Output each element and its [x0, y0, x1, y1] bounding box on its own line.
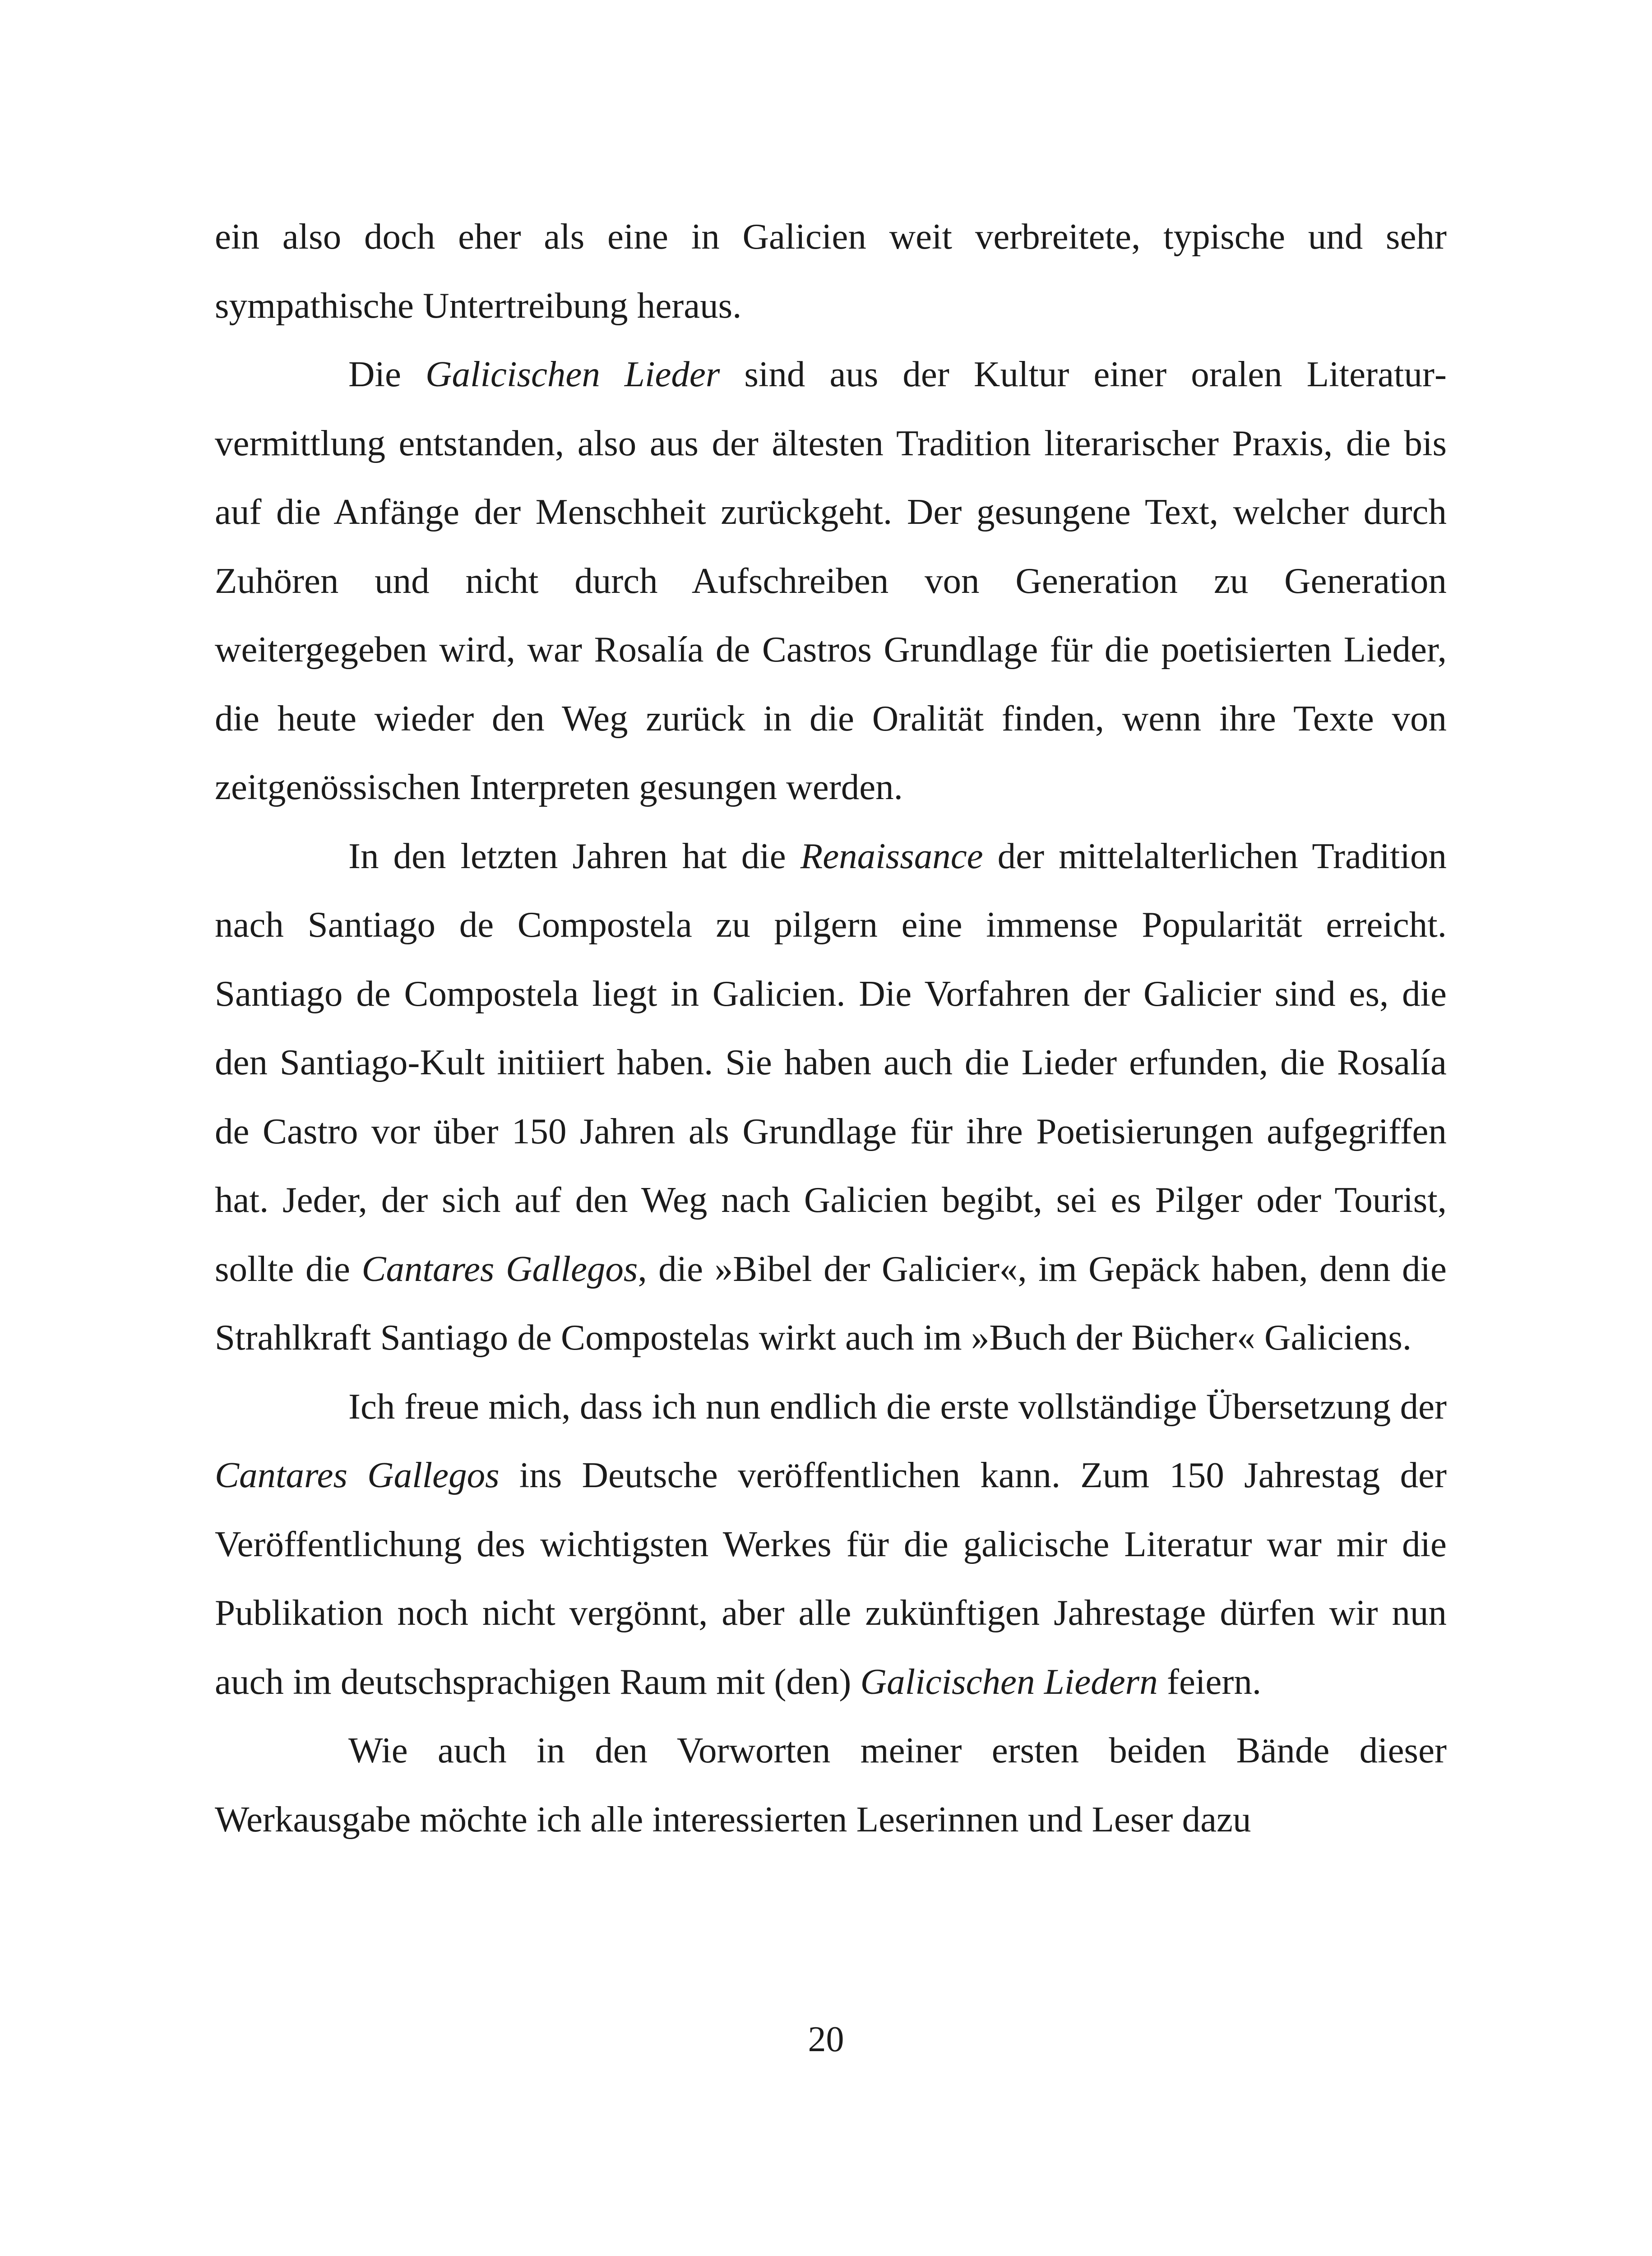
term-renaissance: Renaissance [800, 835, 983, 876]
paragraph-4-text-c: feiern. [1157, 1661, 1262, 1702]
paragraph-1 [215, 202, 1447, 340]
paragraph-1-text: ein also doch eher als eine in Galicien weit verbreitete, typische und sehr sympathische Untertreibung heraus. [215, 216, 1447, 326]
paragraph-2-text-a: Die [348, 354, 426, 394]
paragraph-3-text-b: der mittelalterlichen Tradition nach Santiago de Compostela zu pilgern eine immense Popularität erreicht. Santiago de Compostela liegt in Galicien. Die Vorfahren der Galicier sind es, die den Santiago-Kult initiiert haben. Sie haben auch die Lieder erfunden, die Rosalía de Castro vor über 150 Jahren als Grundlage für ihre Poetisierungen aufgegriffen hat. Jeder, der sich auf den Weg nach Galicien begibt, sei es Pilger oder Tourist, sollte die [215, 835, 1447, 1289]
paragraph-3-text-c: , die »Bibel der Galicier«, im Gepäck haben, denn die Strahlkraft Santiago de Compostelas wirkt auch im »Buch der Bücher« Galiciens. [215, 1248, 1447, 1358]
paragraph-4-text-b: ins Deutsche veröffentlichen kann. Zum 150 Jahrestag der Veröffentlichung des wichtigsten Werkes für die galicische Literatur war mir die Publikation noch nicht vergönnt, aber alle zukünftigen Jahrestage dürfen wir nun auch im deutschsprachigen Raum mit (den) [215, 1455, 1447, 1702]
title-galicischen-liedern: Galicischen Liedern [860, 1661, 1158, 1702]
paragraph-5-text: Wie auch in den Vorworten meiner ersten beiden Bände dieser Werkausgabe möchte ich alle interessierten Leserinnen und Leser dazu [215, 1730, 1447, 1840]
paragraph-3-text-a: In den letzten Jahren hat die [348, 835, 801, 876]
paragraph-3 [215, 822, 1447, 1372]
body-text [215, 202, 1447, 1854]
page-number: 20 [808, 2020, 844, 2059]
title-galicische-lieder: Galicischen Lieder [425, 354, 720, 394]
title-cantares-gallegos: Cantares Gallegos [361, 1248, 638, 1289]
paragraph-2 [215, 340, 1447, 822]
paragraph-5 [215, 1716, 1447, 1854]
title-cantares-gallegos: Cantares Gallegos [215, 1455, 500, 1495]
paragraph-4 [215, 1372, 1447, 1716]
paragraph-4-text-a: Ich freue mich, dass ich nun endlich die erste vollständige Übersetzung der [348, 1386, 1447, 1427]
paragraph-2-text-b: sind aus der Kultur einer oralen Literaturvermittlung entstanden, also aus der ältesten Tradition literarischer Praxis, die bis auf die Anfänge der Menschheit zurückgeht. Der gesungene Text, welcher durch Zuhören und nicht durch Aufschreiben von Generation zu Generation weitergegeben wird, war Rosalía de Castros Grundlage für die poetisierten Lieder, die heute wieder den Weg zurück in die Oralität finden, wenn ihre Texte von zeitgenössischen Interpreten gesungen werden. [215, 354, 1447, 807]
